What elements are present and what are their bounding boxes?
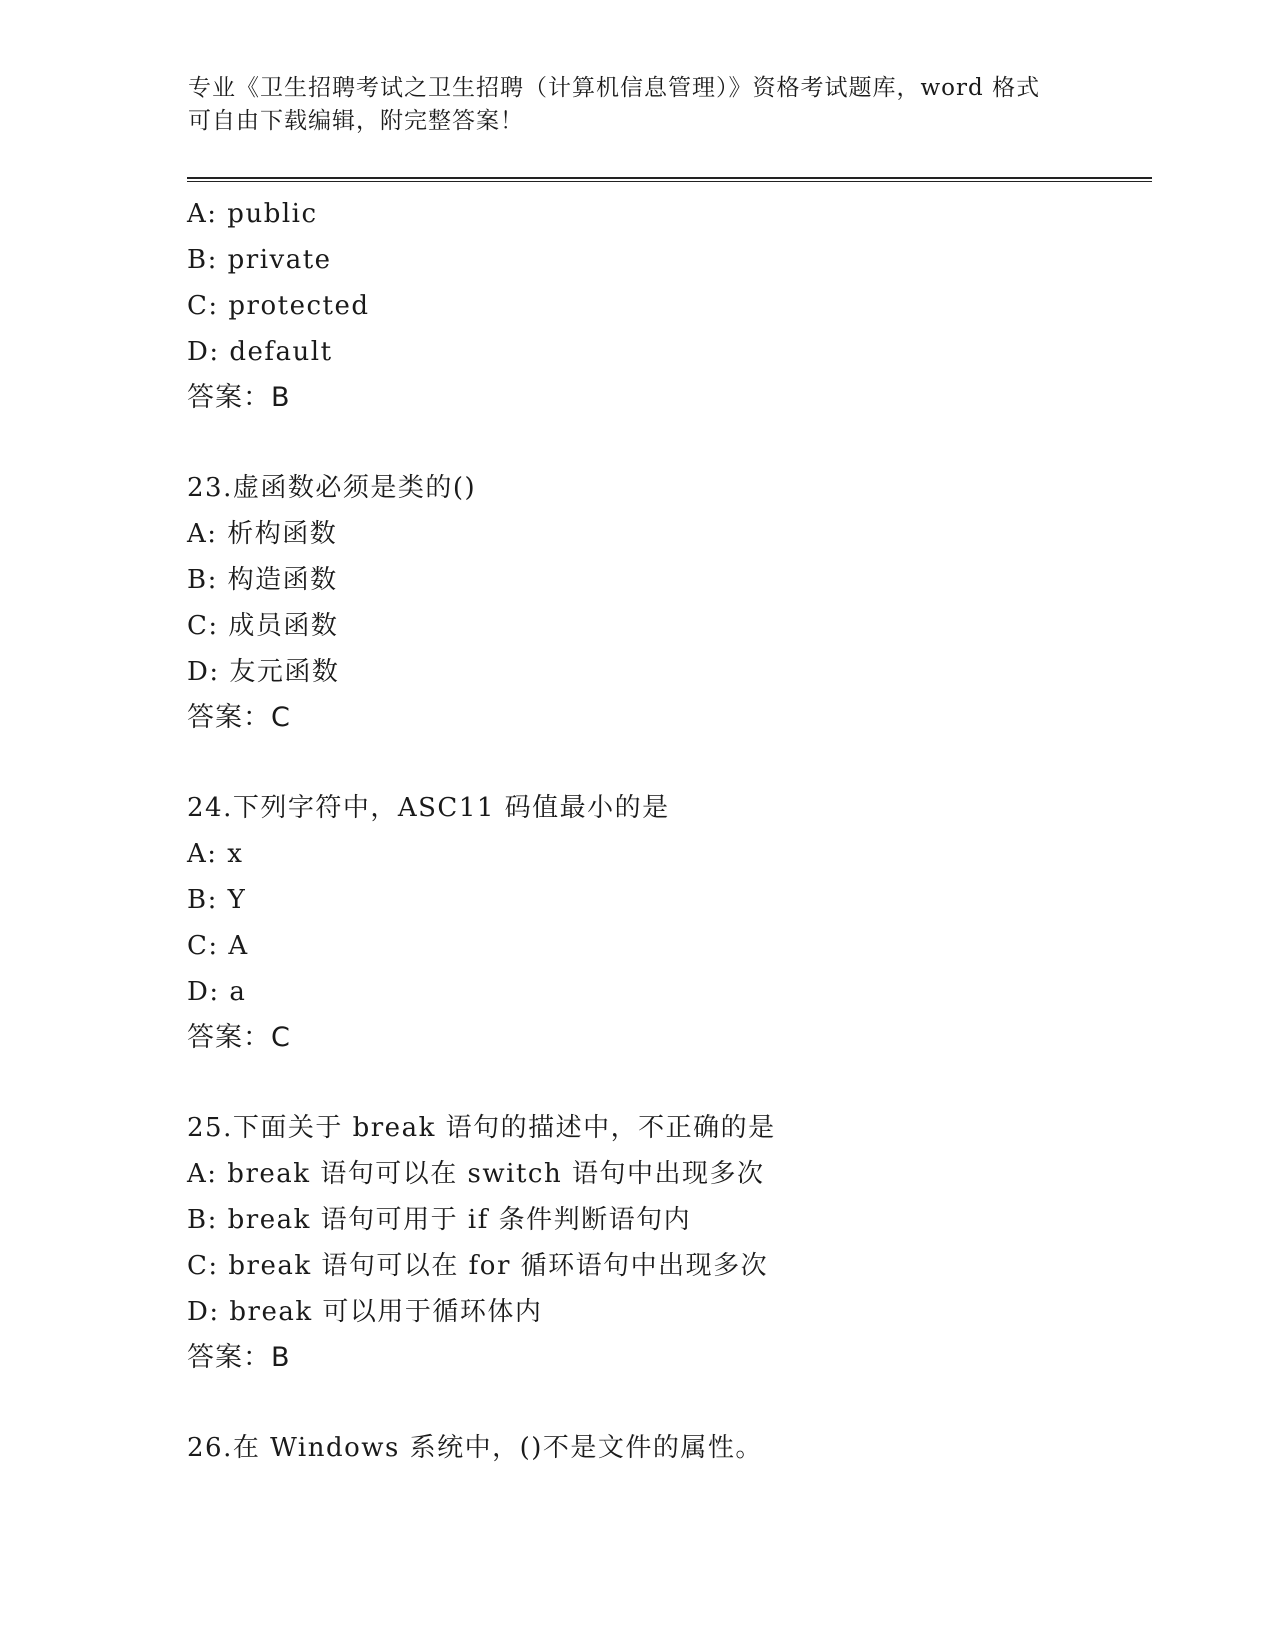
option-d: D: break 可以用于循环体内: [187, 1297, 543, 1327]
option-c: C: break 语句可以在 for 循环语句中出现多次: [187, 1251, 769, 1281]
option-d: D: 友元函数: [187, 657, 340, 687]
question-26-block: [187, 1425, 1147, 1471]
option-a: A: break 语句可以在 switch 语句中出现多次: [187, 1159, 765, 1189]
option-b: B: break 语句可用于 if 条件判断语句内: [187, 1205, 692, 1235]
header-line-1: 专业《卫生招聘考试之卫生招聘（计算机信息管理）》资格考试题库，word 格式: [188, 75, 1041, 101]
question-stem: 25.下面关于 break 语句的描述中，不正确的是: [187, 1113, 776, 1143]
page-header: [188, 72, 1078, 138]
answer-line: 答案：C: [187, 1022, 291, 1053]
answer-line: 答案：B: [187, 1342, 291, 1373]
header-line-2: 可自由下载编辑，附完整答案！: [188, 108, 524, 134]
option-c: C: 成员函数: [187, 611, 339, 641]
answer-line: 答案：C: [187, 702, 291, 733]
question-stem: 26.在 Windows 系统中，()不是文件的属性。: [187, 1433, 763, 1463]
option-b: B: Y: [187, 885, 247, 915]
option-c: C: A: [187, 931, 249, 961]
question-23-block: [187, 465, 1147, 741]
question-25-block: [187, 1105, 1147, 1381]
question-22-block: [187, 191, 1147, 421]
option-a: A: 析构函数: [187, 519, 338, 549]
option-d: D: default: [187, 337, 333, 367]
header-divider: [187, 177, 1152, 182]
option-a: A: x: [187, 839, 244, 869]
option-a: A: public: [187, 199, 318, 229]
option-b: B: private: [187, 245, 332, 275]
option-d: D: a: [187, 977, 247, 1007]
question-stem: 23.虚函数必须是类的(): [187, 473, 477, 503]
question-stem: 24.下列字符中，ASC11 码值最小的是: [187, 793, 670, 823]
question-24-block: [187, 785, 1147, 1061]
question-list: [187, 191, 1147, 1471]
option-c: C: protected: [187, 291, 370, 321]
answer-line: 答案：B: [187, 382, 291, 413]
option-b: B: 构造函数: [187, 565, 338, 595]
